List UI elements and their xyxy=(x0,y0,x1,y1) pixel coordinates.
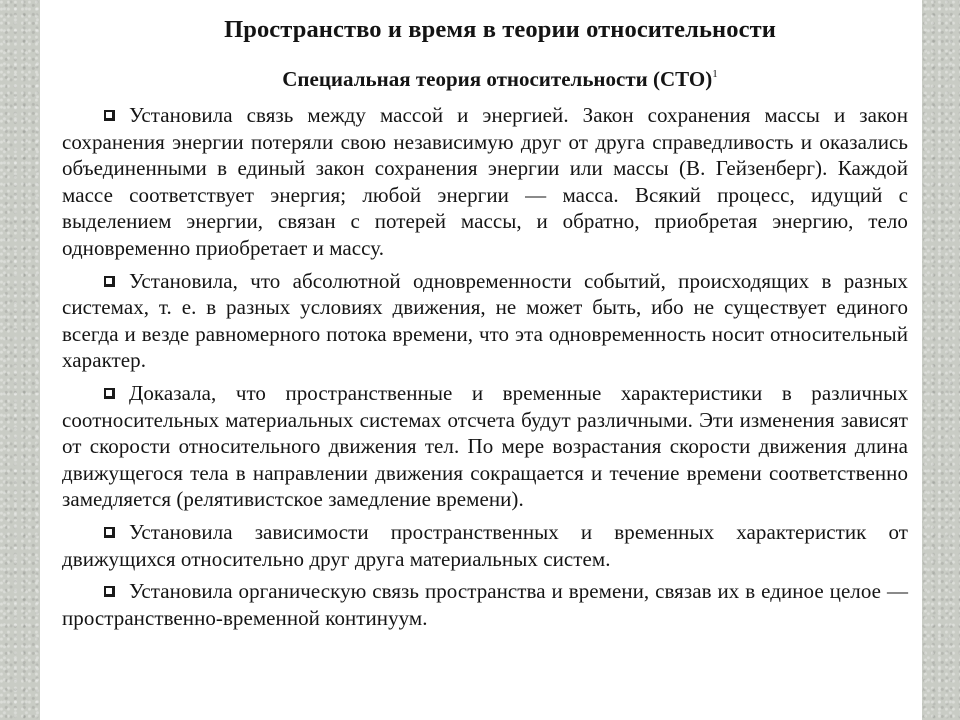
bullet-text: Установила органическую связь пространства и времени, связав их в единое целое — пространственно-временной континуум. xyxy=(62,579,908,630)
bullet-item xyxy=(62,380,908,513)
checkbox-bullet-icon xyxy=(104,110,115,121)
bullet-item xyxy=(62,578,908,631)
checkbox-bullet-icon xyxy=(104,276,115,287)
document-page xyxy=(40,0,922,720)
footnote-marker: 1 xyxy=(712,68,718,80)
bullet-text: Установила зависимости пространственных и временных характеристик от движущихся относительно друг друга материальных систем. xyxy=(62,519,908,571)
bullet-text: Установила связь между массой и энергией. Закон сохранения массы и закон сохранения энергии потеряли свою независимую друг от друга справедливость и оказались объединенными в единый закон сохранения энергии или массы (В. Гейзенберг). Каждой массе соответствует энергия; любой энергии — масса. Всякий процесс, идущий с выделением энергии, связан с потерей массы, и обратно, приобретая энергию, тело одновременно приобретает и массу. xyxy=(62,103,908,260)
checkbox-bullet-icon xyxy=(104,527,115,538)
bullet-text: Установила, что абсолютной одновременности событий, происходящих в разных системах, т. е. в разных условиях движения, не может быть, ибо не существует единого всегда и везде равномерного потока времени, что эта одновременность носит относительный характер. xyxy=(62,268,908,373)
checkbox-bullet-icon xyxy=(104,586,115,597)
page-title: Пространство и время в теории относительности xyxy=(224,16,776,43)
bullet-list xyxy=(62,102,908,631)
subtitle-text: Специальная теория относительности (СТО) xyxy=(282,67,713,91)
section-subtitle xyxy=(62,67,908,92)
bullet-item xyxy=(62,519,908,572)
bullet-item xyxy=(62,102,908,262)
bullet-item xyxy=(62,268,908,374)
bullet-text: Доказала, что пространственные и временные характеристики в различных соотносительных материальных системах отсчета будут различными. Эти изменения зависят от скорости относительного движения тел. По мере возрастания скорости движения длина движущегося тела в направлении движения сокращается и течение времени соответственно замедляется (релятивистское замедление времени). xyxy=(62,380,908,512)
checkbox-bullet-icon xyxy=(104,388,115,399)
